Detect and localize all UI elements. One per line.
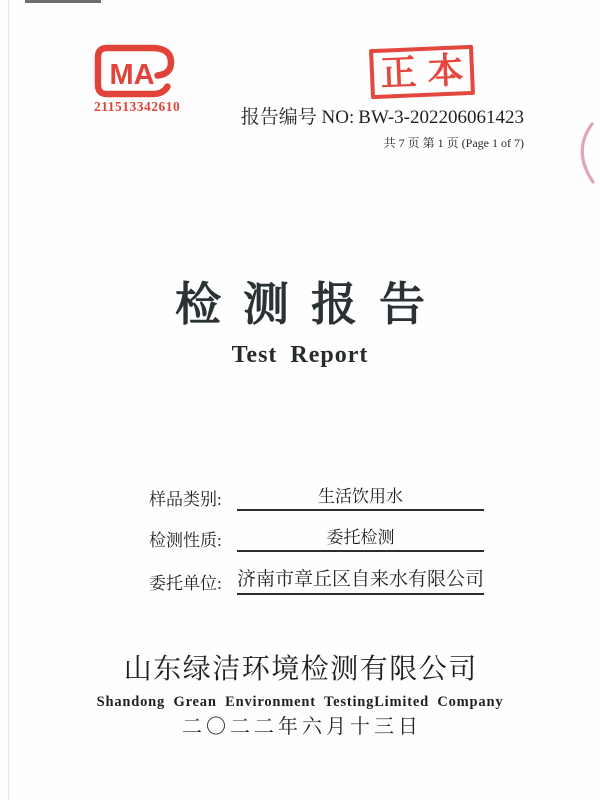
original-copy-stamp: [369, 45, 475, 99]
page-count-info: 共 7 页 第 1 页 (Page 1 of 7): [383, 136, 524, 150]
report-number-line: [0, 107, 524, 130]
cma-accreditation-mark: [93, 44, 185, 115]
field-label: 样品类别:: [149, 490, 222, 509]
cma-certificate-number: 211513342610: [94, 99, 181, 114]
field-label: 委托单位:: [149, 574, 222, 593]
cma-letters: MA: [109, 59, 155, 91]
sample-info-fields: [149, 486, 484, 611]
report-title-en: Test Report: [231, 342, 369, 368]
field-row-client-unit: [149, 568, 484, 595]
field-value: 济南市章丘区自来水有限公司: [237, 568, 484, 595]
cma-logo-icon: [93, 44, 177, 98]
field-row-test-nature: [149, 527, 484, 552]
partial-seal-mark-icon: [571, 121, 597, 185]
company-name-en: Shandong Grean Environment TestingLimited Company: [96, 694, 504, 710]
scan-edge-artifact-top: [25, 0, 101, 3]
company-name-cn: 山东绿洁环境检测有限公司: [123, 654, 478, 685]
original-copy-stamp-label: 正本: [379, 49, 476, 94]
field-row-sample-type: [149, 486, 484, 511]
report-title-cn: 检测报告: [175, 279, 447, 330]
field-value: 生活饮用水: [237, 486, 484, 511]
report-footer: [0, 653, 600, 738]
field-value: 委托检测: [237, 527, 484, 552]
field-label: 检测性质:: [149, 531, 222, 550]
report-number-value: BW-3-202206061423: [358, 107, 524, 128]
report-date: 二〇二二年六月十三日: [182, 716, 422, 738]
report-number-label: 报告编号 NO:: [240, 107, 355, 128]
